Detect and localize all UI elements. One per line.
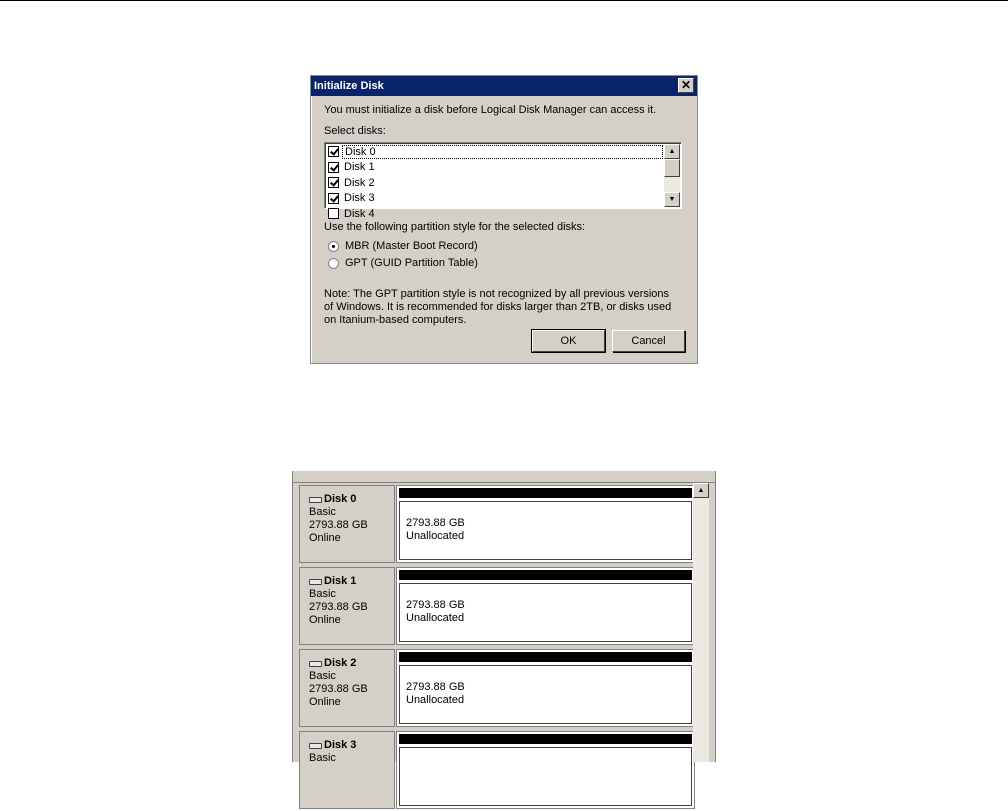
unallocated-region[interactable] [399,747,692,806]
vol-size: 2793.88 GB [406,517,465,529]
disk-size: 2793.88 GB [309,683,368,695]
disk-list-item[interactable] [328,191,663,207]
mbr-radio[interactable] [328,241,339,252]
disk-type: Basic [309,588,336,600]
unallocated-region[interactable] [399,501,692,560]
gpt-radio[interactable] [328,258,339,269]
disk-status: Online [309,532,341,544]
disk-size: 2793.88 GB [309,519,368,531]
gpt-note: Note: The GPT partition style is not recognized by all previous versions of Windows. It is recommended for disks larger than 2TB, or disks used on Itanium-based computers. [324,288,672,326]
disk-info[interactable] [299,485,395,563]
disk-name: Disk 3 [324,739,357,751]
disk-list-item[interactable] [328,144,663,160]
disk-list-item[interactable] [328,160,663,176]
disk-name: Disk 0 [324,493,357,505]
scroll-up-icon[interactable]: ▲ [664,144,680,159]
disk-list-item[interactable] [328,175,663,191]
ok-button[interactable]: OK [532,330,605,352]
disk-row[interactable] [299,729,703,811]
dialog-title: Initialize Disk [314,80,384,92]
panel-header [293,471,715,483]
disk-list-item[interactable] [328,206,663,222]
disk-status: Online [309,696,341,708]
hard-disk-icon [309,661,322,667]
partition-style-label: Use the following partition style for the selected disks: [324,221,586,233]
disk-name: Disk 1 [324,575,357,587]
disk-type: Basic [309,752,336,764]
vol-state: Unallocated [406,694,465,706]
disk-row[interactable] [299,647,703,729]
scroll-up-icon[interactable]: ▲ [693,483,709,498]
vol-size: 2793.88 GB [406,681,465,693]
disk-list-label: Disk 4 [344,207,375,220]
scroll-down-icon[interactable]: ▼ [664,192,680,207]
disk-volume[interactable] [396,567,695,645]
volume-bar [399,488,692,498]
cancel-button[interactable]: Cancel [612,330,685,352]
disk-listbox[interactable] [324,142,682,220]
mbr-radio-option[interactable] [328,240,478,252]
scroll-thumb[interactable] [664,159,680,177]
disk-checkbox[interactable] [328,162,339,173]
volume-bar [399,652,692,662]
panel-scrollbar[interactable] [693,483,709,762]
disk-volume[interactable] [396,731,695,809]
hard-disk-icon [309,579,322,585]
disk-row[interactable] [299,565,703,647]
top-rule [0,0,1008,1]
initialize-disk-dialog [310,75,698,364]
disk-checkbox[interactable] [328,146,339,157]
disk-size: 2793.88 GB [309,601,368,613]
intro-text: You must initialize a disk before Logical Disk Manager can access it. [324,104,657,116]
disk-volume[interactable] [396,485,695,563]
disk-info[interactable] [299,731,395,809]
disk-list-label: Disk 0 [342,145,663,159]
disk-list-label: Disk 1 [344,161,375,174]
unallocated-region[interactable] [399,583,692,642]
disk-checkbox[interactable] [328,193,339,204]
vol-state: Unallocated [406,530,465,542]
mbr-label: MBR (Master Boot Record) [345,240,478,252]
disk-list-label: Disk 3 [344,192,375,205]
listbox-scrollbar[interactable] [664,144,680,207]
volume-bar [399,734,692,744]
gpt-label: GPT (GUID Partition Table) [345,257,478,269]
disk-type: Basic [309,506,336,518]
vol-state: Unallocated [406,612,465,624]
disk-type: Basic [309,670,336,682]
volume-bar [399,570,692,580]
dialog-titlebar[interactable] [311,76,697,96]
close-icon[interactable]: ✕ [678,78,694,93]
gpt-radio-option[interactable] [328,257,478,269]
disk-checkbox[interactable] [328,208,339,219]
hard-disk-icon [309,497,322,503]
disk-volume[interactable] [396,649,695,727]
vol-size: 2793.88 GB [406,599,465,611]
disk-status: Online [309,614,341,626]
disk-info[interactable] [299,567,395,645]
select-disks-label: Select disks: [324,125,386,137]
disk-name: Disk 2 [324,657,357,669]
disk-info[interactable] [299,649,395,727]
hard-disk-icon [309,743,322,749]
disk-list-label: Disk 2 [344,176,375,189]
disk-management-panel [292,471,716,762]
disk-row[interactable] [299,483,703,565]
disk-checkbox[interactable] [328,177,339,188]
unallocated-region[interactable] [399,665,692,724]
